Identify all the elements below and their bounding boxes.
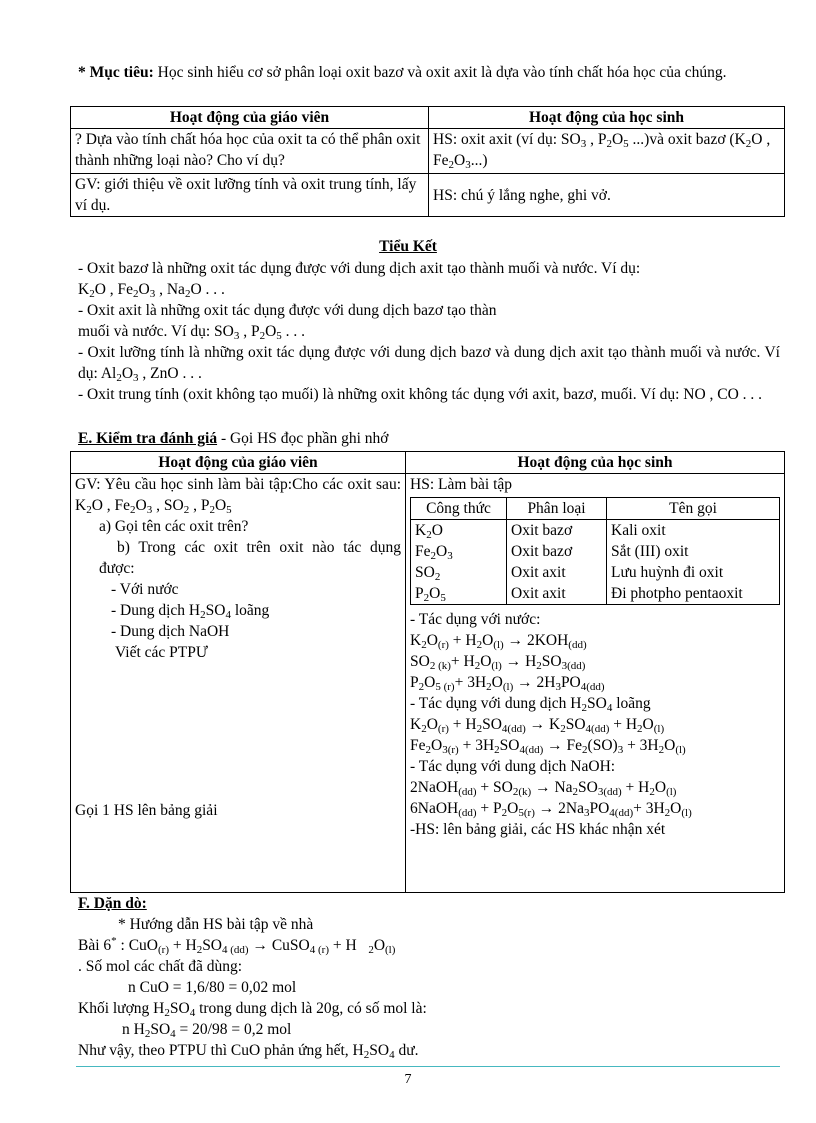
student-end: -HS: lên bảng giải, các HS khác nhận xét [410,821,666,838]
homework-cuo-mol: n CuO = 1,6/80 = 0,02 mol [128,979,297,996]
table1-header-student: Hoạt động của học sinh [429,107,785,129]
homework-guide: * Hướng dẫn HS bài tập về nhà [118,916,314,933]
table1-header-teacher: Hoạt động của giáo viên [71,107,429,129]
homework-h2so4-mol: n $H_2SO_4 = 20/98 = 0,2$ mol [122,1021,292,1040]
activity-table-1 [70,106,785,217]
summary-p1-example: $K_2O$ , $Fe_2O_3$ , $Na_2O$ . . . [78,281,225,300]
section-e-label: E. Kiểm tra đánh giá [78,430,218,447]
section-f-label: F. Dặn dò: [78,895,147,912]
teacher-b1: - Với nước [111,581,179,598]
table2-student-cell [406,474,785,893]
oxide-formulas: $K_2O$ $Fe_2O_3$ $SO_2$ $P_2O_5$ [411,520,507,605]
oxide-header-name: Tên gọi [607,498,780,520]
oxide-types: Oxit bazơ Oxit bazơ Oxit axit Oxit axit [507,520,607,605]
activity-table-2 [70,451,785,893]
table2-header-teacher: Hoạt động của giáo viên [71,452,406,474]
student-intro: HS: Làm bài tập [410,476,513,493]
oxide-names: Kali oxit Sắt (III) oxit Lưu huỳnh đi oxit Đi photpho pentaoxit [607,520,780,605]
eq-naoh-2: 6NaOH$_{(dd)}$ + $P_2O_{5(r)} \to 2Na_3PO_{4(dd)}+ 3H_2O_{(l)}$ [410,800,692,819]
footer-divider [76,1066,780,1067]
oxide-table [410,497,780,605]
objective [78,62,780,83]
naoh-heading: - Tác dụng với dung dịch NaOH: [410,758,616,775]
table1-r1-teacher: ? Dựa vào tính chất hóa học của oxit ta có thể phân oxit thành những loại nào? Cho ví dụ? [71,129,429,174]
homework-mol-heading: . Số mol các chất đã dùng: [78,958,242,975]
homework-equation: Bài 6* : $CuO_{(r)} + H_2SO_{4 (dd)}$ → CuSO$_{4 (r)}$ + H $_2O_{(l)}$ [78,934,396,956]
homework-conclusion: Như vậy, theo PTPU thì CuO phản ứng hết, $H_2SO_4$ dư. [78,1042,419,1061]
teacher-b3: - Dung dịch NaOH [111,623,230,640]
section-f [78,893,780,1061]
eq-acid-1: $K_2O_{(r)} + H_2SO_{4(dd)} \to K_2SO_{4(dd)} + H_2O_{(l)}$ [410,716,665,735]
summary-title: Tiểu Kết [379,238,437,255]
eq-water-2: $SO_{2 (k)}+ H_2O_{(l)} \to H_2SO_{3(dd)}$ [410,653,586,672]
table1-r2-teacher: GV: giới thiệu về oxit lưỡng tính và oxit trung tính, lấy ví dụ. [71,174,429,217]
page-number: 7 [404,1072,412,1087]
summary-p2b: muối và nước. Ví dụ: $SO_3$ , $P_2O_5$ . . . [78,323,306,342]
eq-naoh-1: 2NaOH$_{(dd)}$ + $SO_{2(k)} \to Na_2SO_{3(dd)} + H_2O_{(l)}$ [410,779,677,798]
teacher-b4: Viết các PTPƯ [115,644,208,661]
summary-p4: - Oxit trung tính (oxit không tạo muối) là những oxit không tác dụng với axit, bazơ, muối. Ví dụ: NO , CO . . . [78,386,763,403]
water-heading: - Tác dụng với nước: [410,611,541,628]
acid-heading: - Tác dụng với dung dịch $H_2SO_4$ loãng [410,695,651,714]
homework-mass: Khối lượng $H_2SO_4$ trong dung dịch là 20g, có số mol là: [78,1000,427,1019]
summary-p1: - Oxit bazơ là những oxit tác dụng được với dung dịch axit tạo thành muối và nước. Ví dụ: [78,260,641,277]
objective-label: * Mục tiêu: [78,64,154,81]
teacher-call: Gọi 1 HS lên bảng giải [75,802,218,819]
teacher-b2: - Dung dịch $H_2SO_4$ loãng [111,602,270,621]
objective-text: Học sinh hiểu cơ sở phân loại oxit bazơ và oxit axit là dựa vào tính chất hóa học của chúng. [153,64,727,81]
section-e [78,428,388,449]
eq-water-1: $K_2O_{(r)} + H_2O_{(l)} \to 2KOH_{(dd)}$ [410,632,587,651]
table2-header-student: Hoạt động của học sinh [406,452,785,474]
summary-p3: - Oxit lưỡng tính là những oxit tác dụng được với dung dịch bazơ và dung dịch axit tạo thành muối và nước. Ví dụ: $Al_2O_3$ , ZnO . . . [78,344,780,384]
table2-teacher-cell [71,474,406,893]
eq-acid-2: $Fe_2O_{3(r)} + 3H_2SO_{4(dd)} \to Fe_2(SO)_3 + 3H_2O_{(l)}$ [410,737,686,756]
eq-water-3: $P_2O_{5 (r)}+ 3H_2O_{(l)} \to 2H_3PO_{4(dd)}$ [410,674,605,693]
table1-r2-student: HS: chú ý lắng nghe, ghi vở. [429,174,785,217]
teacher-question-b: b) Trong các oxit trên oxit nào tác dụng được: [99,539,401,577]
oxide-header-type: Phân loại [507,498,607,520]
table1-r1-student: HS: oxit axit (ví dụ: $SO_3$ , $P_2O_5$ ...)và oxit bazơ ($K_2O$ , $Fe_2O_3$...) [429,129,785,174]
section-e-text: - Gọi HS đọc phần ghi nhớ [217,430,389,447]
summary [78,258,780,405]
teacher-question-a: a) Gọi tên các oxit trên? [99,518,249,535]
summary-p2a: - Oxit axit là những oxit tác dụng được với dung dịch bazơ tạo thàn [78,302,497,319]
teacher-intro: GV: Yêu cầu học sinh làm bài tập:Cho các oxit sau: $K_2O$ , $Fe_2O_3$ , $SO_2$ , $P_2O_5$ [75,476,401,516]
oxide-header-formula: Công thức [411,498,507,520]
